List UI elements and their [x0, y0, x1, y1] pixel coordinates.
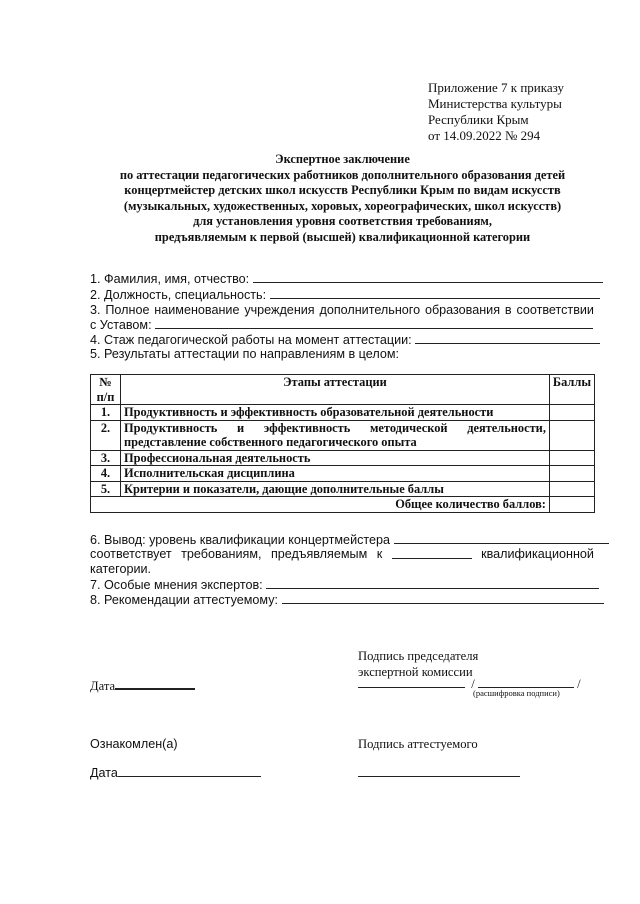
row-stage: Продуктивность и эффективность образовательной деятельности	[121, 405, 550, 421]
field-label: 1. Фамилия, имя, отчество:	[90, 272, 250, 286]
opinions-blank[interactable]	[266, 577, 599, 589]
attestation-table	[90, 374, 595, 513]
field-institution	[90, 303, 594, 317]
caption-line: Подпись председателя	[358, 649, 479, 663]
row-stage: Критерии и показатели, дающие дополнительные баллы	[121, 481, 550, 497]
row-num: 4.	[91, 466, 121, 482]
field-experience	[90, 332, 600, 347]
title-line: по аттестации педагогических работников дополнительного образования детей	[119, 167, 566, 182]
conclusion-level-line3	[90, 562, 151, 576]
row-points-cell[interactable]	[549, 466, 594, 482]
word: соответствии	[516, 303, 594, 317]
appendix-reference	[428, 80, 564, 144]
field-position	[90, 287, 600, 302]
chair-signature-field: / /	[358, 676, 581, 692]
row-stage: Профессиональная деятельность	[121, 450, 550, 466]
row-points-cell[interactable]	[549, 450, 594, 466]
field-label: с Уставом:	[90, 318, 152, 332]
full-name-blank[interactable]	[253, 271, 603, 283]
title-line: концертмейстер детских школ искусств Республики Крым по видам искусств	[124, 183, 561, 198]
word: квалификационной	[481, 547, 594, 561]
title-line: предъявляемым к первой (высшей) квалификационной категории	[154, 229, 531, 244]
word: образования	[424, 303, 501, 317]
row-num: 5.	[91, 481, 121, 497]
date-blank[interactable]	[115, 677, 195, 690]
word: предъявляемым	[270, 547, 368, 561]
appendix-line: Республики Крым	[428, 112, 529, 127]
row-num: 1.	[91, 405, 121, 421]
institution-blank[interactable]	[155, 317, 593, 329]
caption-line: экспертной комиссии	[358, 665, 473, 679]
recommendations-blank[interactable]	[282, 592, 604, 604]
date-field	[90, 677, 195, 694]
conclusion-recommendations	[90, 592, 604, 607]
word: 3.	[90, 303, 101, 317]
total-points-cell[interactable]	[549, 497, 594, 513]
conclusion-level	[90, 532, 609, 547]
row-points-cell[interactable]	[549, 405, 594, 421]
title-line: для установления уровня соответствия требованиям,	[193, 214, 492, 229]
row-points-cell[interactable]	[549, 420, 594, 450]
appendix-line: Приложение 7 к приказу	[428, 80, 565, 95]
field-label: 7. Особые мнения экспертов:	[90, 578, 263, 592]
experience-blank[interactable]	[415, 332, 600, 344]
row-points-cell[interactable]	[549, 481, 594, 497]
word: соответствует	[90, 547, 172, 561]
word: учреждения	[244, 303, 315, 317]
position-blank[interactable]	[270, 287, 600, 299]
row-stage	[121, 420, 550, 450]
total-label: Общее количество баллов:	[91, 497, 550, 513]
decode-hint: (расшифровка подписи)	[473, 688, 560, 698]
word: к	[376, 547, 383, 561]
row-num: 3.	[91, 450, 121, 466]
field-results	[90, 347, 399, 361]
attestee-signature-field	[358, 765, 520, 781]
acquainted-label: Ознакомлен(а)	[90, 737, 178, 751]
document-title	[90, 152, 595, 246]
conclusion-opinions	[90, 577, 599, 592]
field-label: 4. Стаж педагогической работы на момент аттестации:	[90, 333, 412, 347]
row-num: 2.	[91, 420, 121, 450]
date-label: Дата	[90, 766, 118, 780]
date-field-2	[90, 765, 261, 781]
table-header-row	[91, 375, 595, 405]
chair-signature-blank[interactable]	[358, 676, 465, 688]
header-num: № п/п	[91, 375, 121, 405]
field-label: категории.	[90, 562, 152, 576]
word: требованиям,	[181, 547, 262, 561]
word: Полное	[105, 303, 150, 317]
table-row	[91, 420, 595, 450]
word: в	[504, 303, 512, 317]
table-total-row	[91, 497, 595, 513]
attestee-signature-caption: Подпись аттестуемого	[358, 737, 478, 751]
field-label: 6. Вывод: уровень квалификации концертмейстера	[90, 533, 391, 547]
chair-decode-blank[interactable]	[478, 676, 574, 688]
word: наименование	[154, 303, 240, 317]
field-institution-line2	[90, 317, 593, 332]
field-label: 5. Результаты аттестации по направлениям в целом:	[90, 347, 399, 361]
date-label: Дата	[90, 679, 116, 693]
conclusion-level-line2	[90, 547, 594, 561]
title-line: (музыкальных, художественных, хоровых, хореографических, школ искусств)	[123, 198, 562, 213]
category-blank[interactable]	[392, 547, 472, 559]
row-stage-line: представление собственного педагогического опыта	[124, 435, 417, 449]
field-full-name	[90, 271, 603, 286]
appendix-line: от 14.09.2022 № 294	[428, 128, 541, 143]
title-line: Экспертное заключение	[275, 152, 410, 166]
row-stage-line: Продуктивность и эффективность методической деятельности,	[124, 420, 546, 435]
table-row	[91, 481, 595, 497]
appendix-line: Министерства культуры	[428, 96, 562, 111]
header-stage: Этапы аттестации	[121, 375, 550, 405]
row-stage: Исполнительская дисциплина	[121, 466, 550, 482]
attestee-signature-blank[interactable]	[358, 765, 520, 777]
table-row	[91, 466, 595, 482]
word: дополнительного	[319, 303, 421, 317]
table-row	[91, 405, 595, 421]
header-points: Баллы	[549, 375, 594, 405]
date-blank-2[interactable]	[118, 765, 261, 777]
table-row	[91, 450, 595, 466]
qualification-blank[interactable]	[394, 532, 609, 544]
field-label: 8. Рекомендации аттестуемому:	[90, 593, 279, 607]
field-label: 2. Должность, специальность:	[90, 288, 267, 302]
